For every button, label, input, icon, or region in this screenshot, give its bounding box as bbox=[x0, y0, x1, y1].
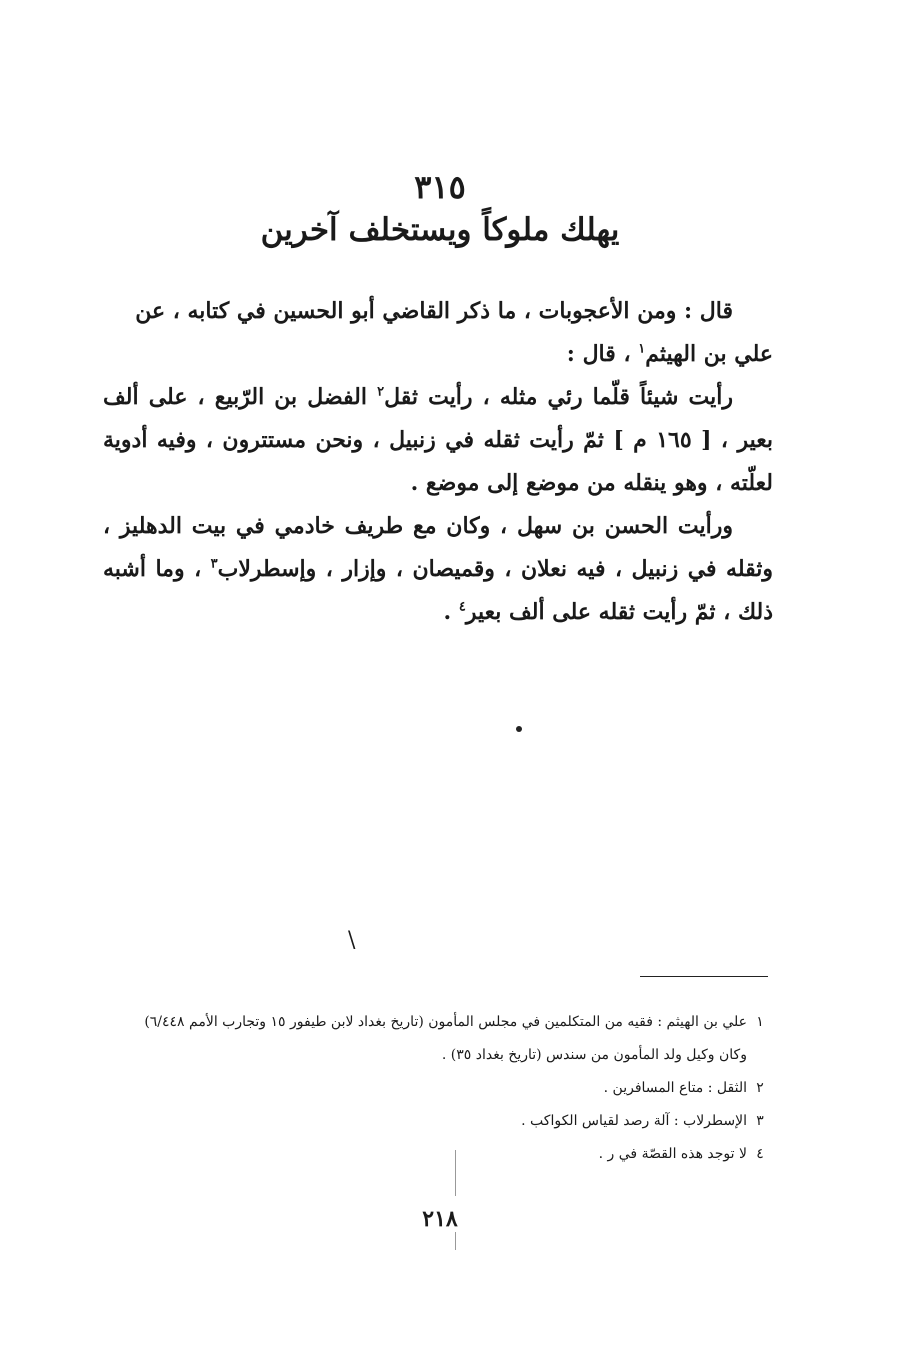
paragraph-1-line-2b: ، قال : bbox=[566, 341, 639, 367]
ink-dot bbox=[516, 726, 522, 732]
story-title: يهلك ملوكاً ويستخلف آخرين bbox=[260, 212, 620, 248]
footnote-4 bbox=[103, 1138, 773, 1171]
stray-mark: \ bbox=[348, 928, 356, 953]
scan-artifact-line bbox=[455, 1150, 456, 1196]
paragraph-3-text-b: ، وما أشبه ذلك ، ثمّ رأيت ثقله على ألف بعير bbox=[103, 556, 773, 625]
footnote-marker-3: ٣ bbox=[210, 556, 218, 572]
paragraph-2 bbox=[103, 376, 773, 505]
footnote-text: لا توجد هذه القصّة في ر . bbox=[598, 1146, 747, 1162]
footnote-2 bbox=[103, 1072, 773, 1105]
story-number: ٣١٥ bbox=[414, 168, 466, 206]
page-number: ٢١٨ bbox=[422, 1206, 458, 1232]
paragraph-3-text-a: ورأيت الحسن بن سهل ، وكان مع طريف خادمي في بيت الدهليز ، وثقله في زنبيل ، فيه نعلان ، وقميصان ، وإزار ، وإسطرلاب bbox=[103, 513, 773, 582]
footnote-number: ٣ bbox=[756, 1113, 764, 1129]
footnotes bbox=[103, 1006, 773, 1171]
footnote-marker-1: ١ bbox=[638, 341, 646, 357]
footnote-text-continued: وكان وكيل ولد المأمون من سندس (تاريخ بغداد ٣٥) . bbox=[441, 1047, 747, 1063]
footnote-1 bbox=[103, 1006, 773, 1039]
paragraph-3-text-c: . bbox=[443, 599, 459, 625]
paragraph-1 bbox=[103, 290, 773, 333]
paragraph-1-line-1: قال : ومن الأعجوبات ، ما ذكر القاضي أبو الحسين في كتابه ، عن bbox=[135, 298, 733, 324]
paragraph-1-line-2a: علي بن الهيثم bbox=[645, 341, 773, 367]
story-body bbox=[103, 290, 773, 634]
footnote-number: ١ bbox=[756, 1014, 764, 1030]
paragraph-3 bbox=[103, 505, 773, 634]
footnote-text: الإسطرلاب : آلة رصد لقياس الكواكب . bbox=[521, 1113, 747, 1129]
footnote-number: ٤ bbox=[756, 1146, 764, 1162]
paragraph-2-text-a: رأيت شيئاً قلّما رئي مثله ، رأيت ثقل bbox=[384, 384, 733, 410]
footnote-text: علي بن الهيثم : فقيه من المتكلمين في مجلس المأمون (تاريخ بغداد لابن طيفور ١٥ وتجارب الأمم ٦/٤٤٨) bbox=[144, 1014, 747, 1030]
paragraph-1-continued bbox=[103, 333, 773, 376]
footnote-number: ٢ bbox=[756, 1080, 764, 1096]
footnote-marker-2: ٢ bbox=[377, 384, 385, 400]
scan-artifact-line bbox=[455, 1232, 456, 1250]
footnote-marker-4: ٤ bbox=[458, 599, 466, 615]
footnote-separator bbox=[640, 976, 768, 977]
footnote-1-continued bbox=[103, 1039, 773, 1072]
paragraph-2-text-b: الفضل بن الرّبيع ، على ألف بعير ، [ ١٦٥ م ] ثمّ رأيت ثقله في زنبيل ، ونحن مستترون ، وفيه أدوية لعلّته ، وهو ينقله من موضع إلى موضع . bbox=[103, 384, 773, 496]
footnote-text: الثقل : متاع المسافرين . bbox=[603, 1080, 747, 1096]
footnote-3 bbox=[103, 1105, 773, 1138]
